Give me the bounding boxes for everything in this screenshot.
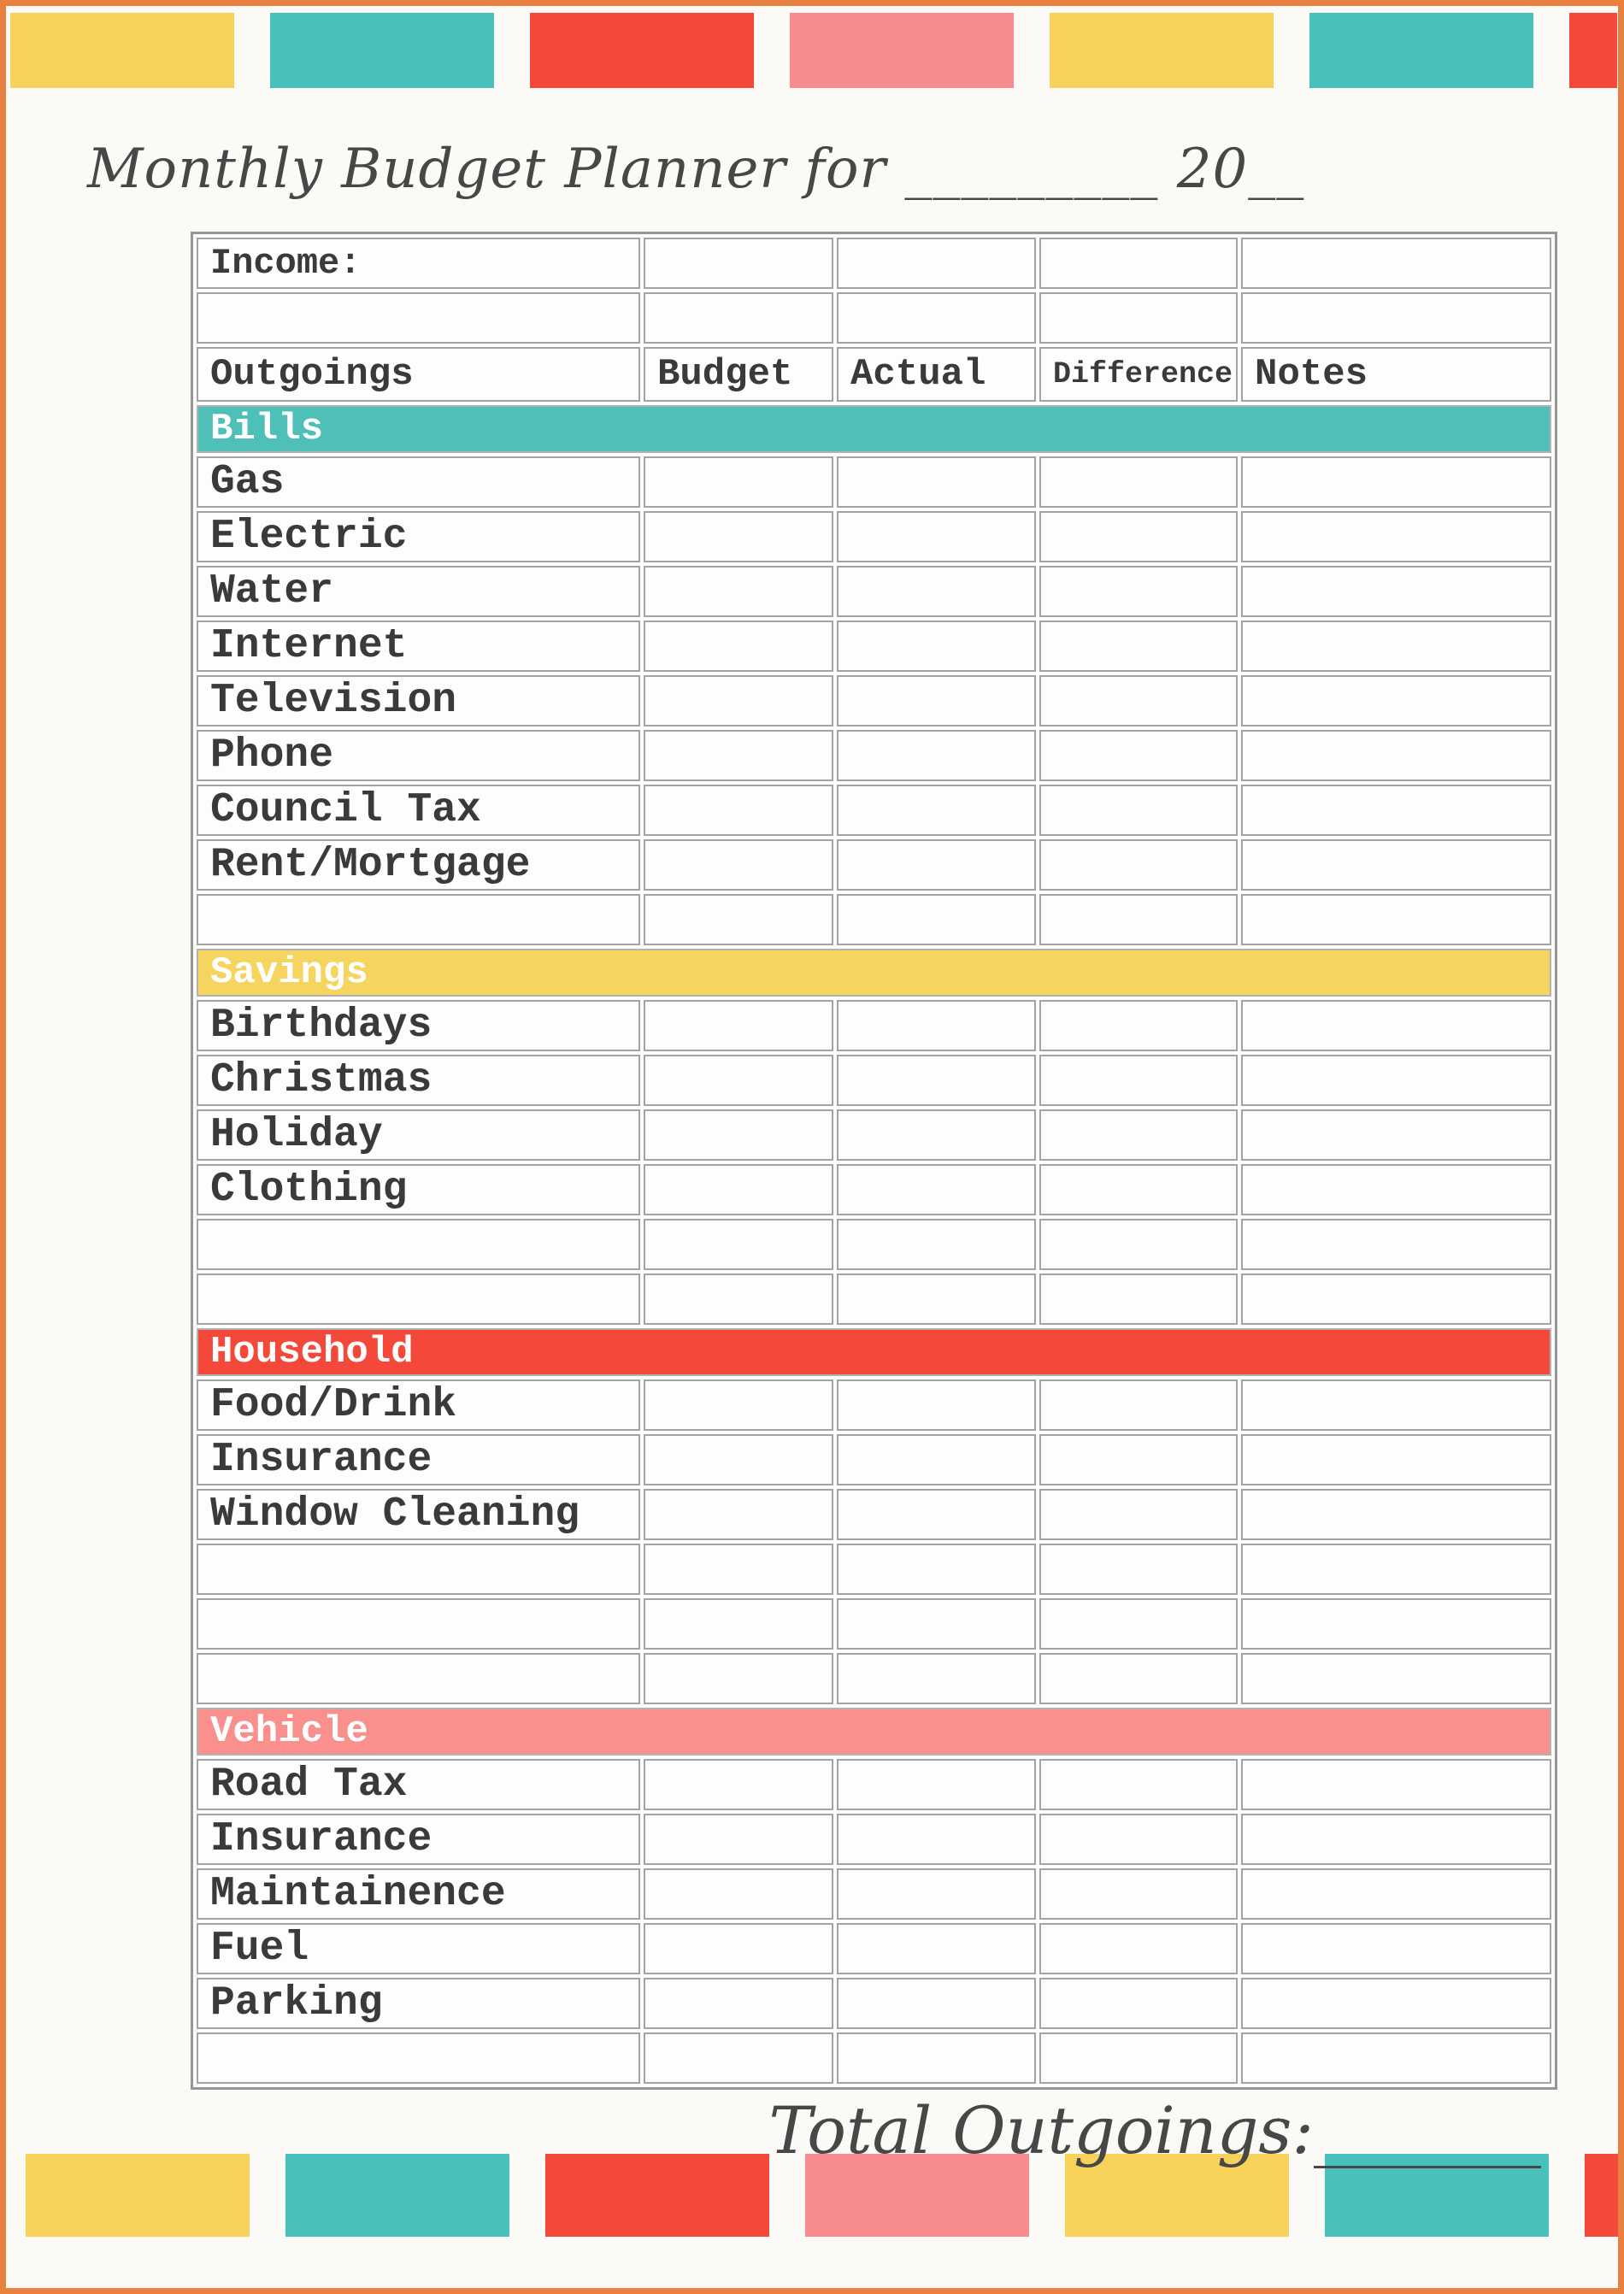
blank-cell [644,1489,833,1540]
blank-cell [197,2032,640,2084]
income-label-cell: Income: [197,238,640,289]
blank-cell [1241,238,1551,289]
blank-cell [644,894,833,945]
section-band: Vehicle [197,1708,1551,1756]
blank-cell [1241,566,1551,617]
blank-cell [197,894,640,945]
blank-cell [197,1544,640,1595]
blank-cell [1241,1923,1551,1974]
blank-cell [837,839,1036,891]
section-band-row [197,949,1551,997]
blank-cell [644,1598,833,1650]
blank-cell [644,839,833,891]
blank-cell [644,2032,833,2084]
item-label-cell: Electric [197,511,640,562]
blank-cell [837,730,1036,781]
item-row [197,456,1551,508]
blank-cell [644,1814,833,1865]
item-row [197,675,1551,726]
blank-cell [1241,785,1551,836]
color-block [1569,13,1617,88]
blank-cell [1241,1868,1551,1920]
blank-cell [644,566,833,617]
budget-table [191,232,1557,2090]
section-band: Savings [197,949,1551,997]
blank-cell [1241,1000,1551,1051]
blank-cell [644,1978,833,2029]
blank-cell [837,675,1036,726]
item-row [197,730,1551,781]
item-label-cell: Clothing [197,1164,640,1215]
blank-cell [837,1434,1036,1485]
blank-cell [1039,1814,1238,1865]
blank-cell [1241,1055,1551,1106]
blank-cell [837,1598,1036,1650]
item-label-cell: Insurance [197,1814,640,1865]
item-label-cell: Parking [197,1978,640,2029]
blank-cell [644,1055,833,1106]
blank-cell [837,1000,1036,1051]
blank-cell [1241,1978,1551,2029]
blank-row [197,1273,1551,1325]
color-block [10,13,234,88]
blank-cell [837,1379,1036,1431]
blank-row [197,2032,1551,2084]
blank-cell [1039,2032,1238,2084]
blank-cell [644,1164,833,1215]
color-block [545,2154,769,2237]
blank-cell [197,1653,640,1704]
blank-cell [644,456,833,508]
blank-cell [837,1273,1036,1325]
blank-cell [837,456,1036,508]
item-label-cell: Fuel [197,1923,640,1974]
item-label-cell: Maintainence [197,1868,640,1920]
blank-cell [1241,1109,1551,1161]
item-row [197,1489,1551,1540]
blank-cell [837,1759,1036,1810]
blank-row [197,1544,1551,1595]
item-label-cell: Birthdays [197,1000,640,1051]
blank-cell [1241,511,1551,562]
blank-cell [1241,1379,1551,1431]
blank-cell [837,1653,1036,1704]
decorative-color-strip-top [6,13,1618,88]
blank-cell [644,1759,833,1810]
column-header-row [197,347,1551,402]
blank-cell [1241,1434,1551,1485]
blank-cell [1039,1598,1238,1650]
blank-cell [1039,1489,1238,1540]
section-band-row [197,1328,1551,1376]
blank-cell [837,1219,1036,1270]
blank-cell [837,1868,1036,1920]
page-title [87,138,1618,201]
blank-cell [1039,1923,1238,1974]
blank-cell [1241,1489,1551,1540]
blank-cell [837,894,1036,945]
total-outgoings-label: Total Outgoings:_______ [768,2092,1541,2168]
item-label-cell: Internet [197,621,640,672]
color-block [1050,13,1274,88]
item-label-cell: Window Cleaning [197,1489,640,1540]
blank-cell [1241,1273,1551,1325]
blank-cell [1241,1164,1551,1215]
blank-cell [1241,1653,1551,1704]
blank-cell [1039,511,1238,562]
blank-cell [1039,1109,1238,1161]
color-block [1309,13,1533,88]
color-block [270,13,494,88]
blank-cell [1241,2032,1551,2084]
column-header-cell: Budget [644,347,833,402]
blank-cell [1039,1055,1238,1106]
blank-cell [1039,1434,1238,1485]
blank-cell [1241,839,1551,891]
color-block [26,2154,250,2237]
blank-cell [837,2032,1036,2084]
blank-cell [1039,1273,1238,1325]
color-block [285,2154,509,2237]
blank-cell [644,1219,833,1270]
item-row [197,1868,1551,1920]
blank-cell [837,1055,1036,1106]
blank-cell [197,292,640,344]
item-row [197,1379,1551,1431]
blank-cell [644,1379,833,1431]
blank-row [197,1598,1551,1650]
blank-row [197,292,1551,344]
blank-cell [1039,675,1238,726]
item-label-cell: Phone [197,730,640,781]
blank-cell [1241,1544,1551,1595]
blank-cell [644,511,833,562]
section-band-row [197,405,1551,453]
item-row [197,1923,1551,1974]
blank-cell [644,730,833,781]
blank-cell [1039,1653,1238,1704]
item-row [197,566,1551,617]
blank-cell [837,1489,1036,1540]
section-band: Bills [197,405,1551,453]
blank-cell [644,1923,833,1974]
blank-cell [1241,1598,1551,1650]
item-row [197,839,1551,891]
blank-cell [644,1109,833,1161]
column-header-cell: Outgoings [197,347,640,402]
blank-cell [1039,1868,1238,1920]
blank-cell [1039,1164,1238,1215]
blank-row [197,1653,1551,1704]
budget-table-body [197,238,1551,2084]
item-row [197,1759,1551,1810]
item-label-cell: Gas [197,456,640,508]
item-row [197,1109,1551,1161]
blank-cell [197,1219,640,1270]
blank-cell [197,1273,640,1325]
blank-cell [644,1434,833,1485]
blank-cell [644,1544,833,1595]
blank-cell [1039,1544,1238,1595]
blank-cell [837,1814,1036,1865]
blank-cell [1039,730,1238,781]
item-label-cell: Water [197,566,640,617]
blank-cell [1039,1219,1238,1270]
blank-cell [1039,1379,1238,1431]
item-row [197,785,1551,836]
item-label-cell: Road Tax [197,1759,640,1810]
blank-cell [1039,894,1238,945]
blank-cell [644,292,833,344]
blank-cell [1039,785,1238,836]
blank-cell [837,292,1036,344]
blank-cell [837,1164,1036,1215]
blank-cell [1241,730,1551,781]
column-header-cell: Notes [1241,347,1551,402]
blank-cell [1241,1759,1551,1810]
blank-cell [837,1109,1036,1161]
blank-cell [837,621,1036,672]
blank-cell [1241,292,1551,344]
blank-cell [837,785,1036,836]
item-row [197,1814,1551,1865]
blank-cell [1039,1759,1238,1810]
item-row [197,511,1551,562]
blank-cell [1039,238,1238,289]
blank-cell [197,1598,640,1650]
blank-row [197,894,1551,945]
blank-cell [644,238,833,289]
item-row [197,1434,1551,1485]
section-band-row [197,1708,1551,1756]
item-label-cell: Insurance [197,1434,640,1485]
blank-cell [1241,894,1551,945]
income-row [197,238,1551,289]
page-title-text: Monthly Budget Planner for _________ 20__ [87,138,1305,201]
color-block [790,13,1014,88]
column-header-cell: Difference [1039,347,1238,402]
total-outgoings [768,2092,1541,2168]
item-row [197,1055,1551,1106]
item-row [197,1164,1551,1215]
blank-cell [1039,1978,1238,2029]
color-block [530,13,754,88]
blank-cell [1039,621,1238,672]
item-row [197,1978,1551,2029]
blank-cell [1241,675,1551,726]
blank-cell [1039,1000,1238,1051]
blank-cell [1241,1814,1551,1865]
blank-cell [837,566,1036,617]
item-row [197,621,1551,672]
blank-cell [837,1544,1036,1595]
item-label-cell: Food/Drink [197,1379,640,1431]
blank-cell [644,1868,833,1920]
section-band: Household [197,1328,1551,1376]
column-header-cell: Actual [837,347,1036,402]
item-label-cell: Holiday [197,1109,640,1161]
blank-cell [1039,839,1238,891]
blank-cell [644,1653,833,1704]
item-label-cell: Television [197,675,640,726]
blank-cell [644,785,833,836]
blank-cell [837,1978,1036,2029]
blank-cell [837,1923,1036,1974]
blank-cell [1241,456,1551,508]
blank-cell [1241,621,1551,672]
blank-cell [837,511,1036,562]
item-row [197,1000,1551,1051]
blank-cell [644,1000,833,1051]
blank-cell [1039,566,1238,617]
blank-cell [1039,456,1238,508]
item-label-cell: Council Tax [197,785,640,836]
blank-cell [644,1273,833,1325]
blank-row [197,1219,1551,1270]
blank-cell [644,621,833,672]
item-label-cell: Rent/Mortgage [197,839,640,891]
blank-cell [644,675,833,726]
blank-cell [837,238,1036,289]
color-block [1585,2154,1618,2237]
blank-cell [1241,1219,1551,1270]
blank-cell [1039,292,1238,344]
item-label-cell: Christmas [197,1055,640,1106]
